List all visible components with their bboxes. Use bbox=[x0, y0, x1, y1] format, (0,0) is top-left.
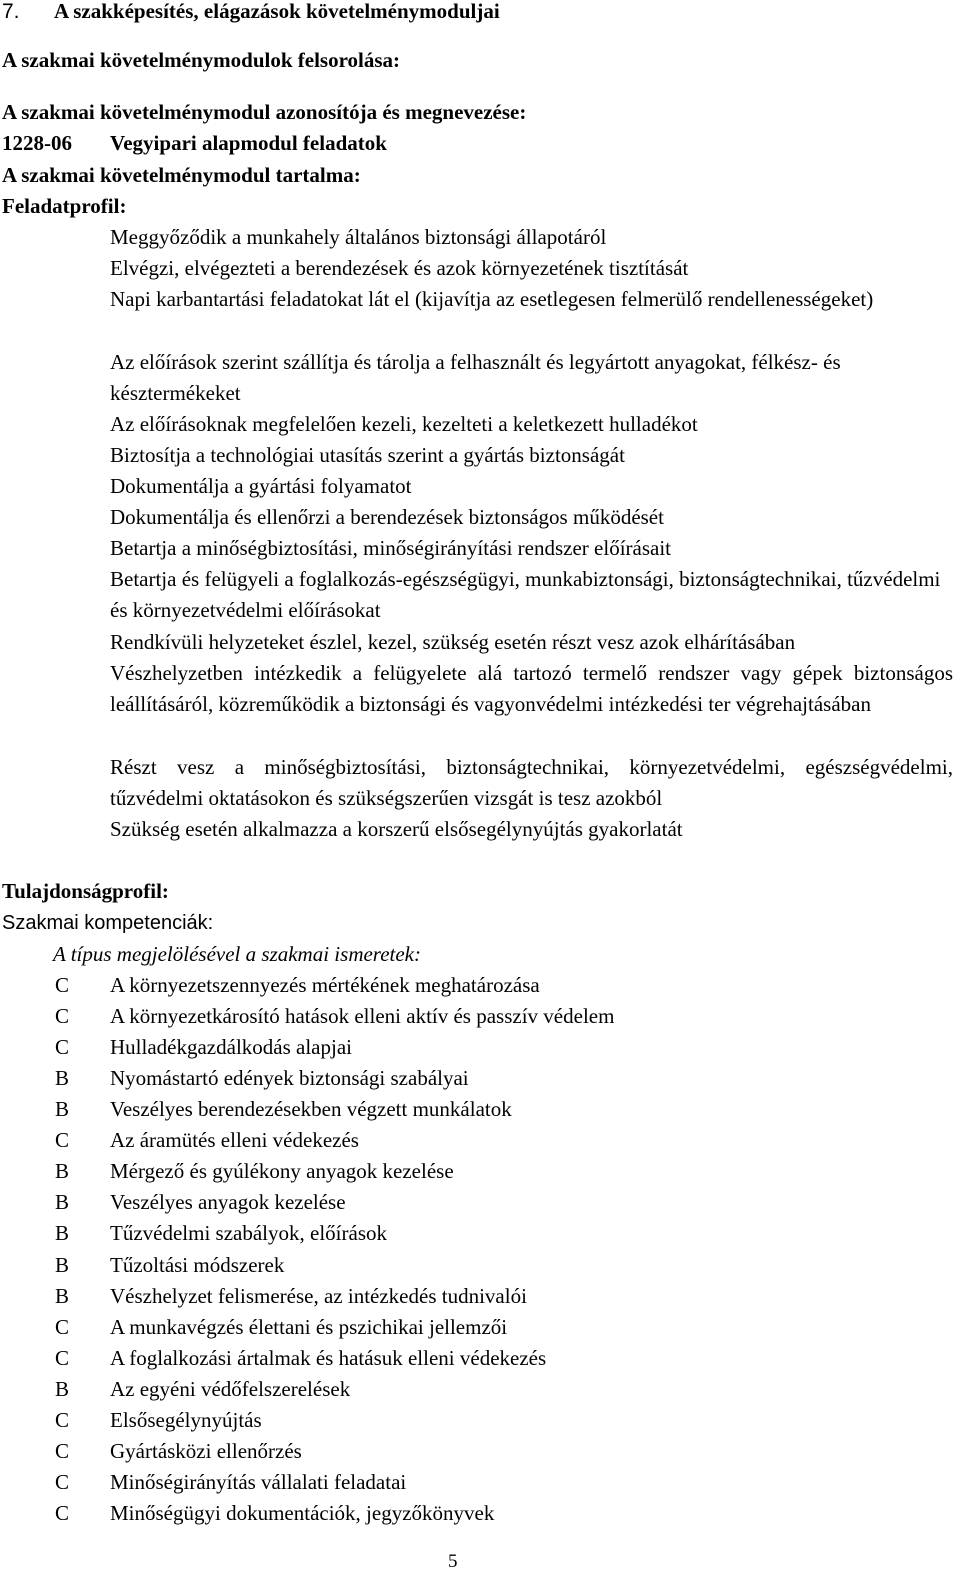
knowledge-text: Az egyéni védőfelszerelések bbox=[110, 1377, 351, 1401]
modules-list-label: A szakmai követelménymodulok felsorolása: bbox=[2, 48, 401, 72]
knowledge-text: Mérgező és gyúlékony anyagok kezelése bbox=[110, 1159, 454, 1183]
module-id: 1228-06 bbox=[2, 131, 72, 155]
module-content-label: A szakmai követelménymodul tartalma: bbox=[2, 163, 361, 187]
task-item: Az előírásoknak megfelelően kezeli, kezelteti a keletkezett hulladékot bbox=[110, 412, 698, 436]
professional-competences-label: Szakmai kompetenciák: bbox=[2, 912, 214, 934]
knowledge-level: B bbox=[55, 1221, 70, 1245]
knowledge-text: Elsősegélynyújtás bbox=[110, 1408, 262, 1432]
knowledge-level: B bbox=[55, 1253, 70, 1277]
knowledge-text: Hulladékgazdálkodás alapjai bbox=[110, 1035, 352, 1059]
knowledge-level: B bbox=[55, 1066, 70, 1090]
knowledge-level: B bbox=[55, 1159, 70, 1183]
task-item: Dokumentálja a gyártási folyamatot bbox=[110, 474, 412, 498]
knowledge-text: Tűzoltási módszerek bbox=[110, 1253, 285, 1277]
module-identifier bbox=[2, 128, 387, 159]
task-item: Dokumentálja és ellenőrzi a berendezések biztonságos működését bbox=[110, 505, 664, 529]
knowledge-text: Veszélyes berendezésekben végzett munkálatok bbox=[110, 1097, 512, 1121]
knowledge-text: A munkavégzés élettani és pszichikai jellemzői bbox=[110, 1315, 508, 1339]
section-number: 7. bbox=[2, 0, 20, 23]
knowledge-type-label: A típus megjelölésével a szakmai ismeretek: bbox=[53, 942, 421, 966]
knowledge-level: C bbox=[55, 1315, 70, 1339]
knowledge-text: Vészhelyzet felismerése, az intézkedés tudnivalói bbox=[110, 1284, 527, 1308]
knowledge-text: Az áramütés elleni védekezés bbox=[110, 1128, 359, 1152]
task-item: Betartja a minőségbiztosítási, minőségirányítási rendszer előírásait bbox=[110, 536, 672, 560]
task-item: Szükség esetén alkalmazza a korszerű elsősegélynyújtás gyakorlatát bbox=[110, 817, 683, 841]
property-profile-label: Tulajdonságprofil: bbox=[2, 879, 169, 903]
task-item: Biztosítja a technológiai utasítás szerint a gyártás biztonságát bbox=[110, 443, 625, 467]
section-title: A szakképesítés, elágazások követelménymoduljai bbox=[54, 0, 500, 23]
task-item: Az előírások szerint szállítja és tárolja a felhasznált és legyártott anyagokat, félkész- és késztermékeket bbox=[110, 350, 841, 405]
knowledge-level: C bbox=[55, 1408, 70, 1432]
task-profile-label: Feladatprofil: bbox=[2, 194, 127, 218]
module-name: Vegyipari alapmodul feladatok bbox=[110, 131, 387, 155]
knowledge-text: A környezetszennyezés mértékének meghatározása bbox=[110, 973, 540, 997]
task-item: Részt vesz a minőségbiztosítási, biztonságtechnikai, környezetvédelmi, egészségvédelmi, tűzvédelmi oktatásokon és szükségszerűen vizsgát is tesz azokból bbox=[110, 755, 953, 810]
knowledge-level: B bbox=[55, 1190, 70, 1214]
task-item: Betartja és felügyeli a foglalkozás-egészségügyi, munkabiztonsági, biztonságtechnikai, tűzvédelmi és környezetvédelmi előírásokat bbox=[110, 567, 941, 622]
knowledge-text: Minőségügyi dokumentációk, jegyzőkönyvek bbox=[110, 1501, 495, 1525]
knowledge-text: Tűzvédelmi szabályok, előírások bbox=[110, 1221, 387, 1245]
knowledge-level: B bbox=[55, 1097, 70, 1121]
page-number: 5 bbox=[448, 1551, 458, 1572]
knowledge-level: C bbox=[55, 1004, 70, 1028]
knowledge-text: Minőségirányítás vállalati feladatai bbox=[110, 1470, 407, 1494]
knowledge-level: C bbox=[55, 1439, 70, 1463]
task-item: Rendkívüli helyzeteket észlel, kezel, szükség esetén részt vesz azok elhárításában bbox=[110, 630, 796, 654]
knowledge-level: C bbox=[55, 1346, 70, 1370]
knowledge-text: A környezetkárosító hatások elleni aktív és passzív védelem bbox=[110, 1004, 615, 1028]
knowledge-level: C bbox=[55, 973, 70, 997]
knowledge-level: B bbox=[55, 1377, 70, 1401]
task-item: Meggyőződik a munkahely általános biztonsági állapotáról bbox=[110, 225, 607, 249]
knowledge-level: C bbox=[55, 1035, 70, 1059]
task-item: Vészhelyzetben intézkedik a felügyelete alá tartozó termelő rendszer vagy gépek biztonságos leállításáról, közreműködik a biztonsági és vagyonvédelmi intézkedési ter végrehajtásában bbox=[110, 661, 953, 716]
task-item: Elvégzi, elvégezteti a berendezések és azok környezetének tisztítását bbox=[110, 256, 689, 280]
knowledge-level: C bbox=[55, 1501, 70, 1525]
task-item: Napi karbantartási feladatokat lát el (kijavítja az esetlegesen felmerülő rendellenességeket) bbox=[110, 287, 874, 311]
knowledge-text: Veszélyes anyagok kezelése bbox=[110, 1190, 346, 1214]
module-id-label: A szakmai követelménymodul azonosítója és megnevezése: bbox=[2, 100, 527, 124]
knowledge-level: B bbox=[55, 1284, 70, 1308]
knowledge-text: Gyártásközi ellenőrzés bbox=[110, 1439, 302, 1463]
knowledge-level: C bbox=[55, 1470, 70, 1494]
knowledge-level: C bbox=[55, 1128, 70, 1152]
knowledge-text: A foglalkozási ártalmak és hatásuk elleni védekezés bbox=[110, 1346, 547, 1370]
knowledge-text: Nyomástartó edények biztonsági szabályai bbox=[110, 1066, 469, 1090]
